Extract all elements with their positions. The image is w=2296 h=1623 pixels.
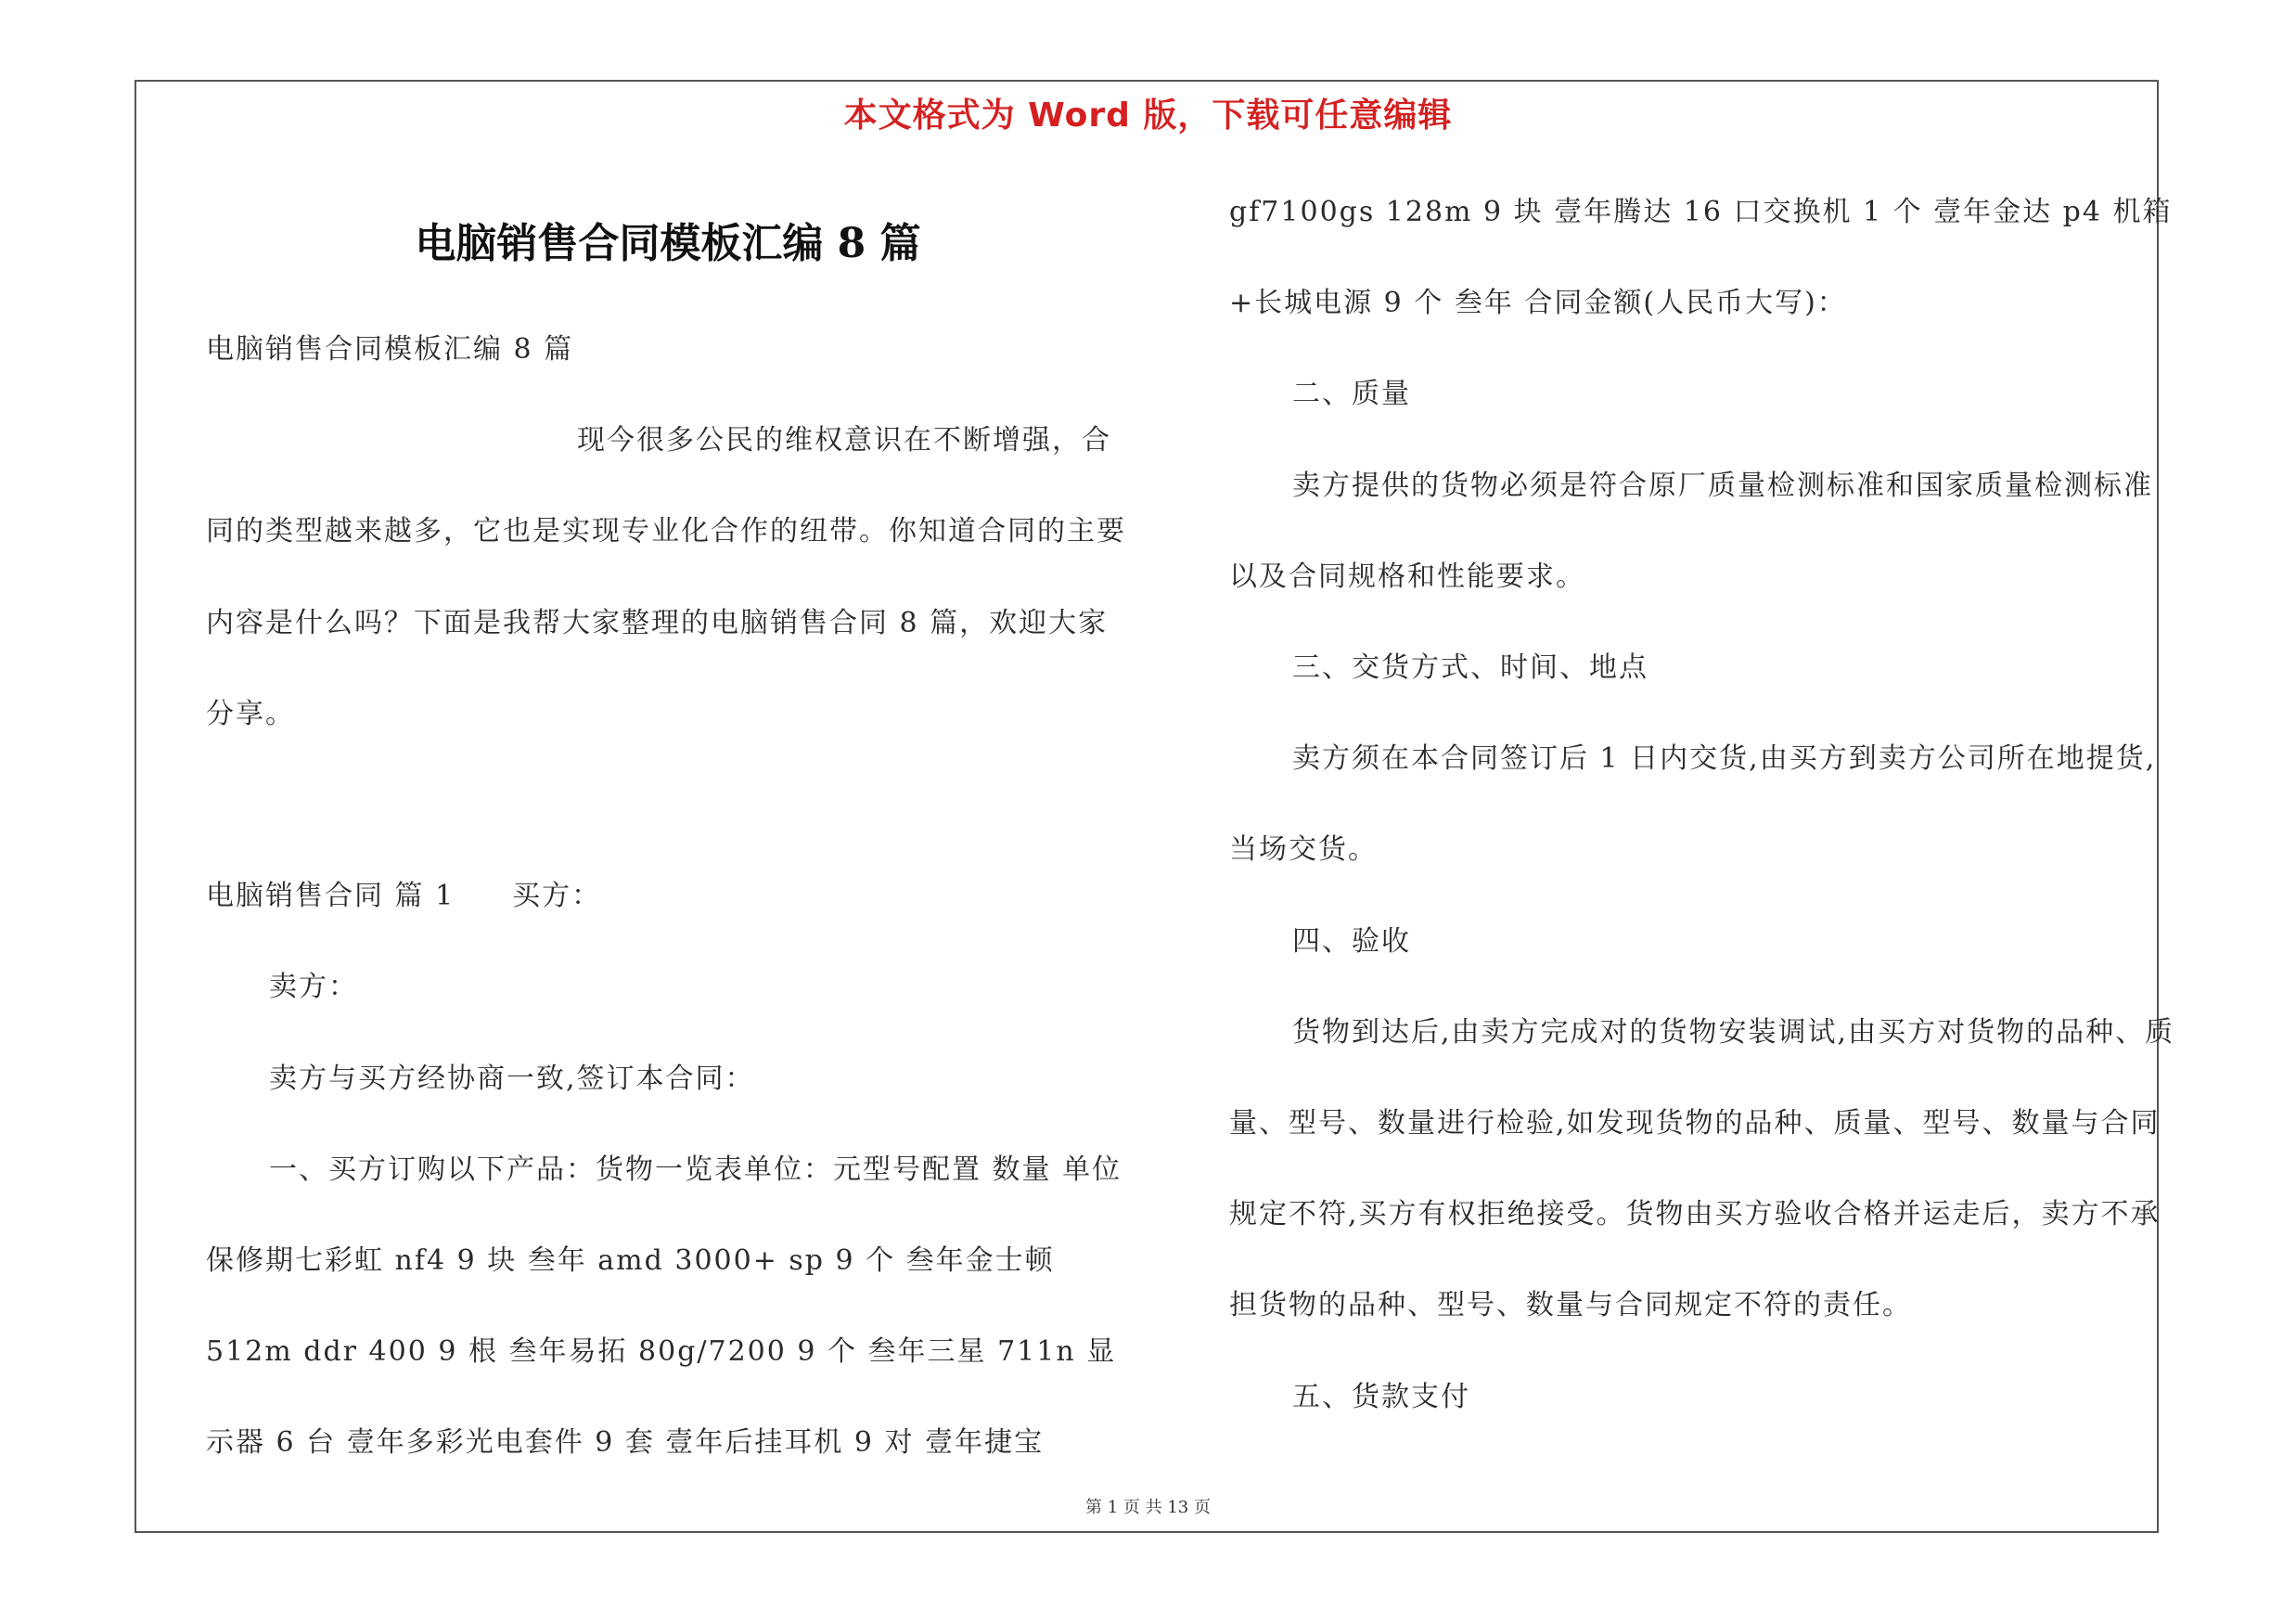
clause-4-paragraph: 货物到达后,由卖方完成对的货物安装调试,由买方对货物的品种、质量、型号、数量进行检验,如发现货物的品种、质量、型号、数量与合同规定不符,买方有权拒绝接受。货物由买方验收合格并运走后，卖方不承担货物的品种、型号、数量与合同规定不符的责任。 [1229, 1015, 2175, 1322]
document-title: 电脑销售合同模板汇编 8 篇 [415, 220, 921, 267]
edit-banner: 本文格式为 Word 版，下载可任意编辑 [843, 97, 1453, 135]
section-heading-line [206, 851, 1128, 942]
subtitle: 电脑销售合同模板汇编 8 篇 [206, 333, 574, 366]
clause-3-paragraph: 卖方须在本合同签订后 1 日内交货,由买方到卖方公司所在地提货,当场交货。 [1229, 742, 2157, 867]
buyer-label: 买方： [512, 880, 602, 913]
clause-5-heading: 五、货款支付 [1292, 1380, 1470, 1413]
agreement-paragraph: 卖方与买方经协商一致,签订本合同： [269, 1062, 755, 1095]
spacer [206, 760, 1128, 851]
clause-2-paragraph: 卖方提供的货物必须是符合原厂质量检测标准和国家质量检测标准以及合同规格和性能要求。 [1229, 469, 2153, 593]
page-number: 第 1 页 共 13 页 [1085, 1498, 1211, 1517]
continuation-paragraph: gf7100gs 128m 9 块 壹年腾达 16 口交换机 1 个 壹年金达 p4 机箱+长城电源 9 个 叁年 合同金额(人民币大写)： [1229, 196, 2173, 320]
seller-label: 卖方： [269, 971, 358, 1004]
intro-paragraph: 现今很多公民的维权意识在不断增强，合同的类型越来越多，它也是实现专业化合作的纽带。你知道合同的主要内容是什么吗？下面是我帮大家整理的电脑销售合同 8 篇，欢迎大家分享。 [206, 424, 1126, 730]
clause-1-paragraph: 一、买方订购以下产品：货物一览表单位：元型号配置 数量 单位 保修期七彩虹 nf4 9 块 叁年 amd 3000+ sp 9 个 叁年金士顿 512m ddr 400 9 根 叁年易拓 80g/7200 9 个 叁年三星 711n 显示器 6 台 壹年多彩光电套件 9 套 壹年后挂耳机 9 对 壹年捷宝 [206, 1153, 1122, 1460]
right-column [1229, 167, 2175, 1443]
clause-2-heading: 二、质量 [1292, 378, 1411, 411]
clause-4-heading: 四、验收 [1292, 924, 1411, 958]
clause-3-heading: 三、交货方式、时间、地点 [1292, 651, 1648, 685]
left-column [206, 304, 1128, 1489]
section-heading: 电脑销售合同 篇 1 [206, 880, 455, 913]
